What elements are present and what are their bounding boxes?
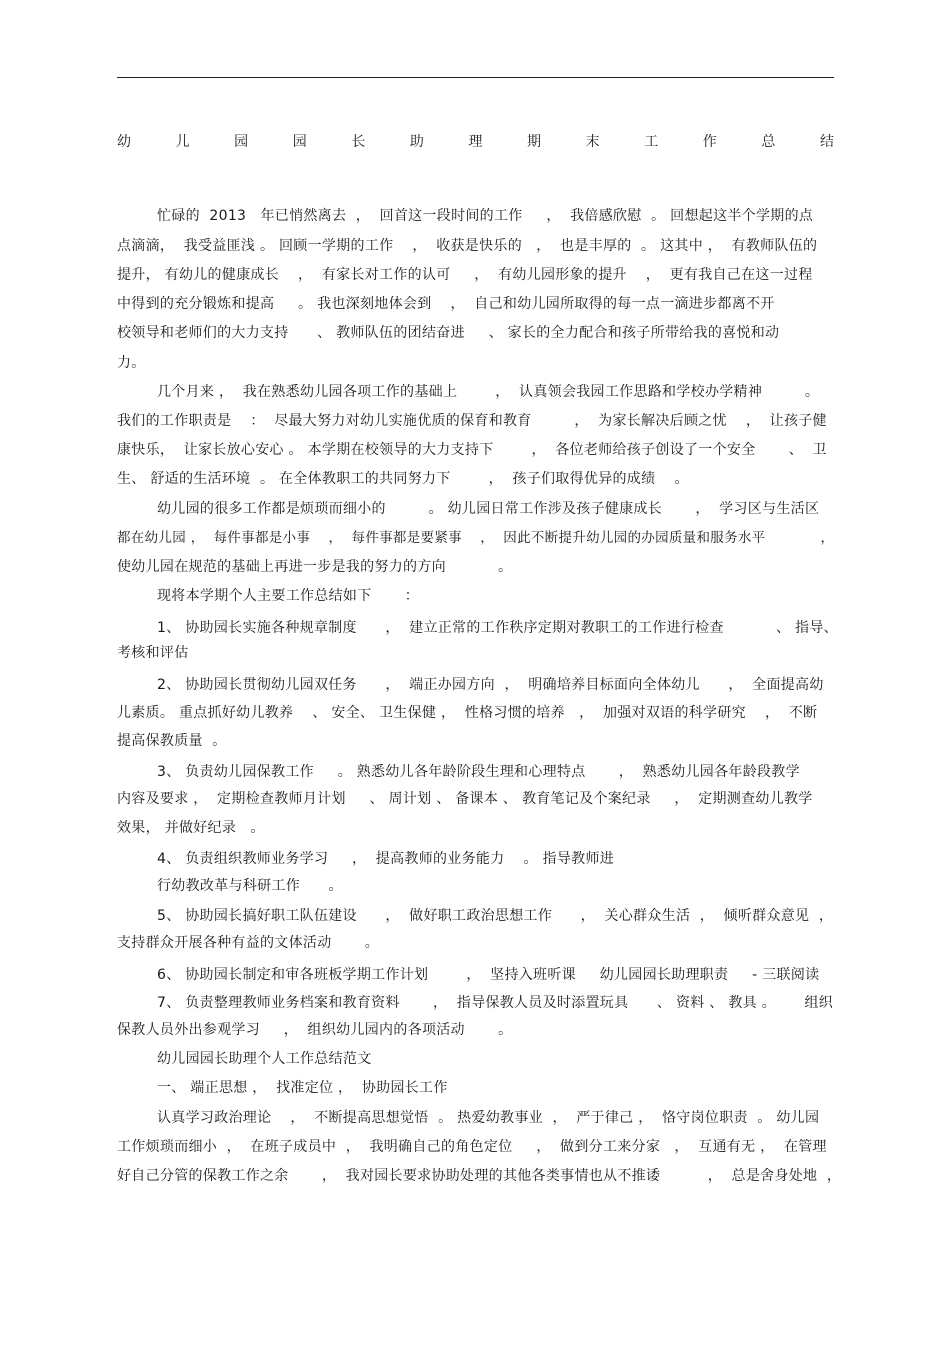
text-line: 内容及要求 ， 定期检查教师月计划 、 周计划 、 备课本 、 教育笔记及个案纪录 ， 定期测查幼儿教学: [117, 791, 813, 807]
text-line: 点滴滴， 我受益匪浅 。 回顾一学期的工作 ， 收获是快乐的 ， 也是丰厚的 。 这其中 ， 有教师队伍的: [117, 238, 818, 254]
text-line: 考核和评估: [117, 645, 189, 661]
title-char: 幼: [117, 134, 131, 150]
text-line: 提升， 有幼儿的健康成长 ， 有家长对工作的认可 ， 有幼儿园形象的提升 ， 更有我自己在这一过程: [117, 267, 813, 283]
text-line: 支持群众开展各种有益的文体活动 。: [117, 935, 380, 951]
text-line: 康快乐， 让家长放心安心 。 本学期在校领导的大力支持下 ， 各位老师给孩子创设了一个安全 、 卫: [117, 442, 827, 458]
text-line: 行幼教改革与科研工作 。: [157, 878, 343, 894]
title-char: 园: [292, 134, 307, 150]
title-char: 园: [234, 134, 249, 150]
text-line: 3、 负责幼儿园保教工作 。 熟悉幼儿各年龄阶段生理和心理特点 ， 熟悉幼儿园各年龄段教学: [157, 764, 800, 780]
title-char: 理: [468, 134, 483, 150]
title-char: 总: [761, 134, 776, 150]
text-line: 效果， 并做好纪录 。: [117, 820, 265, 836]
text-line: 力。: [117, 355, 146, 371]
text-line: 中得到的充分锻炼和提高 。 我也深刻地体会到 ， 自己和幼儿园所取得的每一点一滴进步都离不开: [117, 296, 775, 312]
title-char: 儿: [175, 134, 190, 150]
text-line: 2、 协助园长贯彻幼儿园双任务 ， 端正办园方向 ， 明确培养目标面向全体幼儿 ， 全面提高幼: [157, 677, 824, 693]
title-char: 结: [819, 134, 834, 150]
text-line: 都在幼儿园 ， 每件事都是小事 ， 每件事都是要紧事 ， 因此不断提升幼儿园的办园质量和服务水平 ，: [117, 530, 835, 546]
text-line: 6、 协助园长制定和审各班板学期工作计划 ， 坚持入班听课 幼儿园园长助理职责 - 三联阅读: [157, 967, 820, 983]
title-char: 期: [527, 134, 542, 150]
title-char: 助: [409, 134, 424, 150]
title-char: 末: [585, 134, 600, 150]
text-line: 使幼儿园在规范的基础上再进一步是我的努力的方向 。: [117, 559, 513, 575]
text-line: 认真学习政治理论 ， 不断提高思想觉悟 。 热爱幼教事业 ， 严于律己 ， 恪守岗位职责 。 幼儿园: [157, 1110, 820, 1126]
text-line: 5、 协助园长搞好职工队伍建设 ， 做好职工政治思想工作 ， 关心群众生活 ， 倾听群众意见 ，: [157, 908, 834, 924]
text-line: 几个月来 ， 我在熟悉幼儿园各项工作的基础上 ， 认真领会我园工作思路和学校办学精神 。: [157, 384, 820, 400]
document-title: [117, 131, 834, 151]
text-line: 儿素质。 重点抓好幼儿教养 、 安全、 卫生保健 ， 性格习惯的培养 ， 加强对双语的科学研究 ， 不断: [117, 705, 818, 721]
text-line: 工作烦琐而细小 ， 在班子成员中 ， 我明确自己的角色定位 ， 做到分工来分家 ， 互通有无 ， 在管理: [117, 1139, 827, 1155]
text-line: 生、 舒适的生活环境 。 在全体教职工的共同努力下 ， 孩子们取得优异的成绩 。: [117, 471, 689, 487]
text-line: 校领导和老师们的大力支持 、 教师队伍的团结奋进 、 家长的全力配合和孩子所带给我的喜悦和动: [117, 325, 780, 341]
text-line: 我们的工作职责是 ： 尽最大努力对幼儿实施优质的保育和教育 ， 为家长解决后顾之忧 ， 让孩子健: [117, 413, 827, 429]
title-char: 工: [644, 134, 659, 150]
text-line: 一、 端正思想 ， 找准定位 ， 协助园长工作: [157, 1080, 448, 1096]
text-line: 1、 协助园长实施各种规章制度 ， 建立正常的工作秩序定期对教职工的工作进行检查 、 指导、: [157, 620, 838, 636]
text-line: 幼儿园的很多工作都是烦琐而细小的 。 幼儿园日常工作涉及孩子健康成长 ， 学习区与生活区: [157, 501, 820, 517]
text-line: 提高保教质量 。: [117, 733, 227, 749]
text-line: 保教人员外出参观学习 ， 组织幼儿园内的各项活动 。: [117, 1022, 513, 1038]
text-line: 幼儿园园长助理个人工作总结范文: [157, 1051, 372, 1067]
text-line: 现将本学期个人主要工作总结如下 ：: [157, 588, 420, 604]
text-line: 7、 负责整理教师业务档案和教育资料 ， 指导保教人员及时添置玩具 、 资料 、 教具 。 组织: [157, 995, 834, 1011]
text-line: 4、 负责组织教师业务学习 ， 提高教师的业务能力 。 指导教师进: [157, 851, 615, 867]
title-char: 作: [702, 134, 717, 150]
text-line: 好自己分管的保教工作之余 ， 我对园长要求协助处理的其他各类事情也从不推诿 ， 总是舍身处地 ，: [117, 1168, 842, 1184]
text-line: 忙碌的 2013 年已悄然离去 ， 回首这一段时间的工作 ， 我倍感欣慰 。 回想起这半个学期的点: [157, 208, 814, 224]
header-rule: [117, 77, 834, 78]
title-char: 长: [351, 134, 366, 150]
